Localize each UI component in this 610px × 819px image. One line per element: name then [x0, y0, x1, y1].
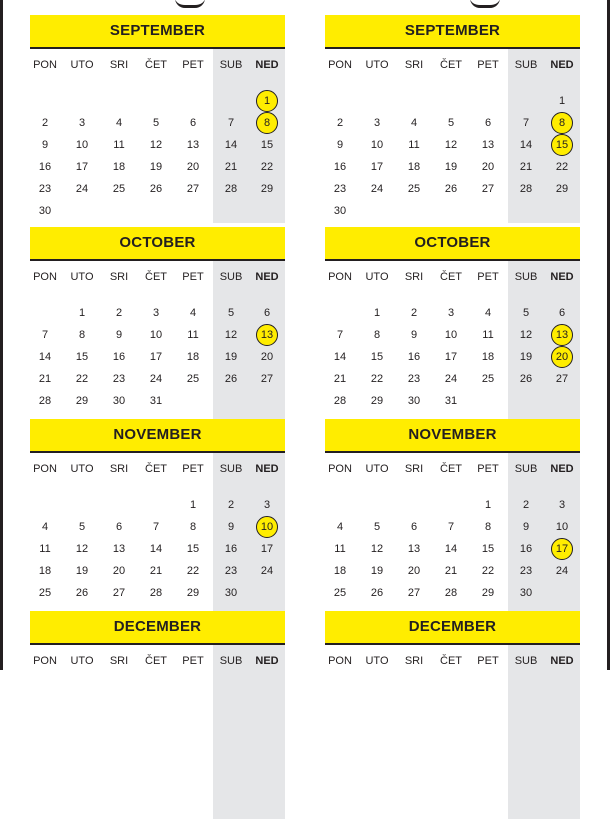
day-number: 25	[333, 587, 347, 599]
day-number: 16	[407, 351, 421, 363]
day-number: 16	[519, 543, 533, 555]
weekday-label: SRI	[404, 655, 424, 667]
day-number: 5	[447, 117, 455, 129]
day-number: 31	[149, 395, 163, 407]
day-number: 25	[407, 183, 421, 195]
month-grid	[30, 49, 285, 223]
day-number: 19	[444, 161, 458, 173]
weekday-label: PON	[328, 271, 352, 283]
day-number: 30	[519, 587, 533, 599]
day-number: 18	[333, 565, 347, 577]
weekday-label: SRI	[404, 463, 424, 475]
weekday-label: UTO	[70, 463, 94, 475]
weekday-label: PON	[33, 59, 57, 71]
month-title: NOVEMBER	[325, 419, 580, 453]
day-number: 31	[444, 395, 458, 407]
day-number: 28	[444, 587, 458, 599]
weekday-header-row	[30, 271, 285, 287]
day-number: 23	[38, 183, 52, 195]
weekday-header-row	[30, 59, 285, 75]
day-number: 26	[370, 587, 384, 599]
weekday-label: SUB	[219, 59, 243, 71]
day-number: 28	[38, 395, 52, 407]
month-title: SEPTEMBER	[30, 15, 285, 49]
weekday-label: SRI	[404, 271, 424, 283]
day-number: 12	[370, 543, 384, 555]
weekday-label: SRI	[109, 271, 129, 283]
day-number: 5	[522, 307, 530, 319]
day-number: 27	[112, 587, 126, 599]
month-grid	[30, 453, 285, 627]
weekday-label: SUB	[219, 655, 243, 667]
day-number: 6	[115, 521, 123, 533]
month-block	[30, 15, 285, 223]
month-block	[30, 227, 285, 435]
day-number: 18	[38, 565, 52, 577]
day-number: 3	[263, 499, 271, 511]
day-number: 22	[75, 373, 89, 385]
day-number: 6	[410, 521, 418, 533]
day-number: 5	[373, 521, 381, 533]
weekday-label: UTO	[365, 59, 389, 71]
day-number: 7	[152, 521, 160, 533]
day-number: 23	[224, 565, 238, 577]
month-block	[325, 611, 580, 819]
month-grid	[325, 49, 580, 223]
day-number: 17	[260, 543, 274, 555]
month-grid	[30, 261, 285, 435]
day-number: 2	[41, 117, 49, 129]
weekday-label: PET	[182, 655, 204, 667]
weekday-label: NED	[255, 59, 279, 71]
day-number: 5	[78, 521, 86, 533]
day-number: 6	[558, 307, 566, 319]
day-number: 7	[227, 117, 235, 129]
day-number: 27	[186, 183, 200, 195]
weekday-label: PON	[328, 655, 352, 667]
day-number: 8	[189, 521, 197, 533]
weekday-label: PET	[182, 463, 204, 475]
day-number: 21	[444, 565, 458, 577]
day-number: 1	[78, 307, 86, 319]
day-number: 24	[260, 565, 274, 577]
weekday-label: NED	[255, 271, 279, 283]
day-number: 20	[481, 161, 495, 173]
month-block	[30, 419, 285, 627]
weekday-label: PON	[328, 463, 352, 475]
month-block	[30, 611, 285, 819]
month-grid	[325, 645, 580, 819]
day-number: 29	[260, 183, 274, 195]
weekday-label: UTO	[70, 59, 94, 71]
day-number: 15	[370, 351, 384, 363]
weekday-label: SUB	[514, 59, 538, 71]
day-number: 1	[373, 307, 381, 319]
day-number: 6	[484, 117, 492, 129]
day-number: 16	[333, 161, 347, 173]
weekday-header-row	[325, 271, 580, 287]
day-number: 22	[555, 161, 569, 173]
day-number: 3	[373, 117, 381, 129]
weekday-label: SRI	[404, 59, 424, 71]
day-number: 29	[481, 587, 495, 599]
day-number: 27	[481, 183, 495, 195]
day-number: 25	[186, 373, 200, 385]
weekday-label: ČET	[145, 463, 167, 475]
month-title: DECEMBER	[30, 611, 285, 645]
day-number: 15	[186, 543, 200, 555]
weekday-label: UTO	[365, 463, 389, 475]
day-number: 22	[370, 373, 384, 385]
day-number: 16	[224, 543, 238, 555]
day-number: 27	[407, 587, 421, 599]
day-number: 3	[447, 307, 455, 319]
day-number: 27	[555, 373, 569, 385]
top-decoration-left	[175, 0, 205, 8]
day-number: 28	[333, 395, 347, 407]
weekday-label: SRI	[109, 463, 129, 475]
day-number: 13	[481, 139, 495, 151]
day-number: 7	[522, 117, 530, 129]
day-number: 13	[112, 543, 126, 555]
day-number: 26	[75, 587, 89, 599]
day-number: 4	[41, 521, 49, 533]
day-number: 25	[112, 183, 126, 195]
day-number: 24	[149, 373, 163, 385]
day-number: 12	[224, 329, 238, 341]
weekday-label: ČET	[440, 59, 462, 71]
day-number: 10	[444, 329, 458, 341]
day-number: 30	[112, 395, 126, 407]
day-number: 21	[149, 565, 163, 577]
day-number: 14	[519, 139, 533, 151]
day-number: 4	[410, 117, 418, 129]
day-number: 9	[410, 329, 418, 341]
day-number: 10	[75, 139, 89, 151]
weekday-header-row	[325, 59, 580, 75]
day-number: 20	[186, 161, 200, 173]
day-number: 11	[39, 543, 51, 555]
weekday-label: ČET	[440, 463, 462, 475]
day-number: 21	[38, 373, 52, 385]
weekday-label: NED	[550, 271, 574, 283]
day-number: 29	[75, 395, 89, 407]
weekday-label: PET	[477, 59, 499, 71]
day-number: 26	[519, 373, 533, 385]
day-number: 2	[410, 307, 418, 319]
weekday-label: PET	[182, 59, 204, 71]
day-number: 14	[224, 139, 238, 151]
day-number: 26	[224, 373, 238, 385]
day-number: 12	[519, 329, 533, 341]
day-number: 1	[189, 499, 197, 511]
weekday-label: ČET	[440, 655, 462, 667]
weekday-label: PET	[477, 463, 499, 475]
day-number: 20	[112, 565, 126, 577]
day-number: 21	[519, 161, 533, 173]
day-number: 26	[444, 183, 458, 195]
weekday-label: ČET	[145, 59, 167, 71]
day-number: 9	[41, 139, 49, 151]
day-number: 18	[407, 161, 421, 173]
day-number: 24	[370, 183, 384, 195]
day-number: 13	[186, 139, 200, 151]
day-number: 11	[334, 543, 346, 555]
highlighted-day: 10	[260, 521, 274, 533]
day-number: 23	[519, 565, 533, 577]
day-number: 12	[444, 139, 458, 151]
day-number: 28	[149, 587, 163, 599]
day-number: 10	[370, 139, 384, 151]
highlighted-day: 13	[260, 329, 274, 341]
day-number: 7	[41, 329, 49, 341]
day-number: 29	[555, 183, 569, 195]
day-number: 9	[336, 139, 344, 151]
day-number: 9	[227, 521, 235, 533]
highlighted-day: 13	[555, 329, 569, 341]
day-number: 21	[224, 161, 238, 173]
day-number: 30	[407, 395, 421, 407]
day-number: 1	[484, 499, 492, 511]
day-number: 2	[336, 117, 344, 129]
weekday-label: SRI	[109, 655, 129, 667]
day-number: 22	[260, 161, 274, 173]
weekday-label: ČET	[145, 271, 167, 283]
day-number: 11	[187, 329, 199, 341]
day-number: 27	[260, 373, 274, 385]
day-number: 17	[149, 351, 163, 363]
day-number: 25	[38, 587, 52, 599]
day-number: 1	[558, 95, 566, 107]
weekday-label: UTO	[365, 271, 389, 283]
day-number: 23	[407, 373, 421, 385]
weekday-label: UTO	[365, 655, 389, 667]
day-number: 17	[444, 351, 458, 363]
day-number: 16	[112, 351, 126, 363]
day-number: 19	[224, 351, 238, 363]
day-number: 14	[444, 543, 458, 555]
day-number: 19	[149, 161, 163, 173]
day-number: 7	[336, 329, 344, 341]
day-number: 24	[444, 373, 458, 385]
day-number: 4	[115, 117, 123, 129]
weekday-header-row	[325, 463, 580, 479]
day-number: 2	[115, 307, 123, 319]
day-number: 8	[484, 521, 492, 533]
day-number: 11	[113, 139, 125, 151]
day-number: 30	[333, 205, 347, 217]
day-number: 15	[481, 543, 495, 555]
day-number: 20	[260, 351, 274, 363]
day-number: 2	[227, 499, 235, 511]
day-number: 10	[555, 521, 569, 533]
day-number: 22	[186, 565, 200, 577]
day-number: 23	[333, 183, 347, 195]
day-number: 9	[115, 329, 123, 341]
day-number: 5	[152, 117, 160, 129]
weekday-label: PET	[477, 271, 499, 283]
weekday-label: SUB	[514, 655, 538, 667]
highlighted-day: 8	[558, 117, 566, 129]
day-number: 14	[333, 351, 347, 363]
highlighted-day: 20	[555, 351, 569, 363]
day-number: 24	[75, 183, 89, 195]
weekday-label: SUB	[219, 271, 243, 283]
highlighted-day: 15	[555, 139, 569, 151]
day-number: 8	[78, 329, 86, 341]
weekday-label: NED	[550, 655, 574, 667]
day-number: 8	[373, 329, 381, 341]
day-number: 30	[224, 587, 238, 599]
weekday-label: PET	[477, 655, 499, 667]
weekday-label: ČET	[440, 271, 462, 283]
day-number: 25	[481, 373, 495, 385]
highlighted-day: 17	[555, 543, 569, 555]
weekday-header-row	[325, 655, 580, 671]
day-number: 19	[370, 565, 384, 577]
day-number: 7	[447, 521, 455, 533]
day-number: 6	[263, 307, 271, 319]
weekday-label: SUB	[219, 463, 243, 475]
day-number: 19	[519, 351, 533, 363]
month-block	[325, 227, 580, 435]
highlighted-day: 1	[263, 95, 271, 107]
day-number: 17	[75, 161, 89, 173]
day-number: 12	[149, 139, 163, 151]
weekday-label: UTO	[70, 655, 94, 667]
day-number: 4	[484, 307, 492, 319]
weekday-label: UTO	[70, 271, 94, 283]
month-grid	[30, 645, 285, 819]
day-number: 9	[522, 521, 530, 533]
day-number: 16	[38, 161, 52, 173]
month-block	[325, 15, 580, 223]
day-number: 11	[408, 139, 420, 151]
day-number: 29	[370, 395, 384, 407]
month-title: OCTOBER	[30, 227, 285, 261]
day-number: 12	[75, 543, 89, 555]
day-number: 2	[522, 499, 530, 511]
day-number: 6	[189, 117, 197, 129]
weekday-label: NED	[550, 59, 574, 71]
day-number: 4	[189, 307, 197, 319]
day-number: 5	[227, 307, 235, 319]
day-number: 14	[38, 351, 52, 363]
month-grid	[325, 453, 580, 627]
day-number: 10	[149, 329, 163, 341]
day-number: 24	[555, 565, 569, 577]
day-number: 28	[224, 183, 238, 195]
day-number: 13	[407, 543, 421, 555]
day-number: 21	[333, 373, 347, 385]
day-number: 28	[519, 183, 533, 195]
day-number: 4	[336, 521, 344, 533]
day-number: 3	[558, 499, 566, 511]
weekday-label: PON	[33, 655, 57, 667]
weekday-label: NED	[550, 463, 574, 475]
month-title: OCTOBER	[325, 227, 580, 261]
weekday-header-row	[30, 655, 285, 671]
top-decoration-right	[470, 0, 500, 8]
month-block	[325, 419, 580, 627]
day-number: 3	[152, 307, 160, 319]
day-number: 18	[481, 351, 495, 363]
weekday-label: PON	[328, 59, 352, 71]
weekday-label: SRI	[109, 59, 129, 71]
day-number: 29	[186, 587, 200, 599]
month-title: NOVEMBER	[30, 419, 285, 453]
highlighted-day: 8	[263, 117, 271, 129]
month-title: SEPTEMBER	[325, 15, 580, 49]
day-number: 30	[38, 205, 52, 217]
weekday-label: PON	[33, 271, 57, 283]
day-number: 11	[482, 329, 494, 341]
day-number: 26	[149, 183, 163, 195]
day-number: 15	[75, 351, 89, 363]
weekday-label: NED	[255, 655, 279, 667]
weekday-header-row	[30, 463, 285, 479]
day-number: 3	[78, 117, 86, 129]
weekday-label: PET	[182, 271, 204, 283]
weekend-shading	[508, 645, 580, 819]
weekday-label: SUB	[514, 463, 538, 475]
day-number: 20	[407, 565, 421, 577]
day-number: 17	[370, 161, 384, 173]
day-number: 15	[260, 139, 274, 151]
weekday-label: SUB	[514, 271, 538, 283]
day-number: 18	[112, 161, 126, 173]
weekday-label: PON	[33, 463, 57, 475]
weekend-shading	[213, 645, 285, 819]
month-grid	[325, 261, 580, 435]
day-number: 14	[149, 543, 163, 555]
month-title: DECEMBER	[325, 611, 580, 645]
page-border-left	[0, 0, 3, 670]
day-number: 19	[75, 565, 89, 577]
weekday-label: NED	[255, 463, 279, 475]
weekday-label: ČET	[145, 655, 167, 667]
day-number: 22	[481, 565, 495, 577]
day-number: 23	[112, 373, 126, 385]
day-number: 18	[186, 351, 200, 363]
